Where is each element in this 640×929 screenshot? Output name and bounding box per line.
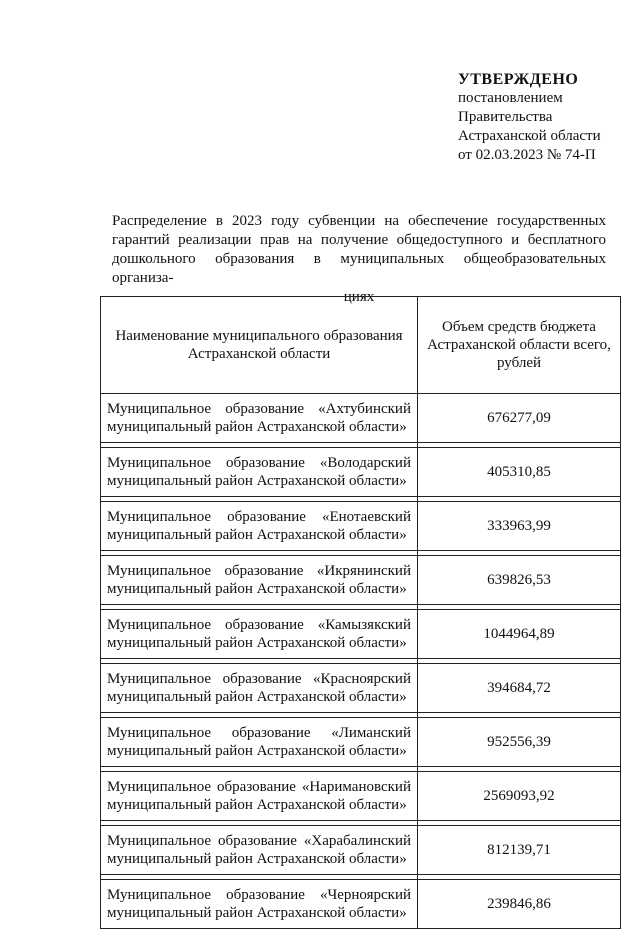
approval-line: Астраханской области <box>458 128 601 144</box>
table-row <box>101 556 621 605</box>
table-header-row <box>101 297 621 394</box>
municipality-name: Муниципальное образование «Ахтубинский муниципальный район Астраханской области» <box>101 394 418 443</box>
approval-heading: УТВЕРЖДЕНО <box>458 71 579 88</box>
budget-amount: 676277,09 <box>418 394 621 443</box>
column-header-name: Наименование муниципального образования Астраханской области <box>101 297 418 394</box>
table-row <box>101 610 621 659</box>
approval-line: Правительства <box>458 109 553 125</box>
table-row <box>101 826 621 875</box>
municipality-name: Муниципальное образование «Лиманский муниципальный район Астраханской области» <box>101 718 418 767</box>
table-body <box>101 394 621 929</box>
table-row <box>101 718 621 767</box>
approval-line: от 02.03.2023 № 74-П <box>458 147 596 163</box>
budget-amount: 639826,53 <box>418 556 621 605</box>
municipality-name: Муниципальное образование «Харабалинский муниципальный район Астраханской области» <box>101 826 418 875</box>
distribution-table <box>100 296 621 929</box>
municipality-name: Муниципальное образование «Володарский муниципальный район Астраханской области» <box>101 448 418 497</box>
budget-amount: 333963,99 <box>418 502 621 551</box>
budget-amount: 394684,72 <box>418 664 621 713</box>
table-row <box>101 664 621 713</box>
document-title-end: циях <box>343 289 375 305</box>
budget-amount: 952556,39 <box>418 718 621 767</box>
budget-amount: 239846,86 <box>418 880 621 929</box>
table-row <box>101 448 621 497</box>
table-row <box>101 502 621 551</box>
column-header-amount: Объем средств бюджета Астраханской области всего, рублей <box>418 297 621 394</box>
municipality-name: Муниципальное образование «Камызякский муниципальный район Астраханской области» <box>101 610 418 659</box>
municipality-name: Муниципальное образование «Наримановский муниципальный район Астраханской области» <box>101 772 418 821</box>
budget-amount: 2569093,92 <box>418 772 621 821</box>
approval-line: постановлением <box>458 90 563 106</box>
budget-amount: 812139,71 <box>418 826 621 875</box>
document-title-main: Распределение в 2023 году субвенции на обеспечение государственных гарантий реализации прав на получение общедоступного и бесплатного дошкольного образования в муниципальных общеобразовательных организа- <box>112 213 606 286</box>
budget-amount: 1044964,89 <box>418 610 621 659</box>
municipality-name: Муниципальное образование «Икрянинский муниципальный район Астраханской области» <box>101 556 418 605</box>
approval-stamp <box>458 70 601 165</box>
document-title <box>112 212 606 307</box>
table-row <box>101 880 621 929</box>
table-row <box>101 772 621 821</box>
budget-amount: 405310,85 <box>418 448 621 497</box>
municipality-name: Муниципальное образование «Енотаевский муниципальный район Астраханской области» <box>101 502 418 551</box>
municipality-name: Муниципальное образование «Черноярский муниципальный район Астраханской области» <box>101 880 418 929</box>
municipality-name: Муниципальное образование «Красноярский муниципальный район Астраханской области» <box>101 664 418 713</box>
table-row <box>101 394 621 443</box>
